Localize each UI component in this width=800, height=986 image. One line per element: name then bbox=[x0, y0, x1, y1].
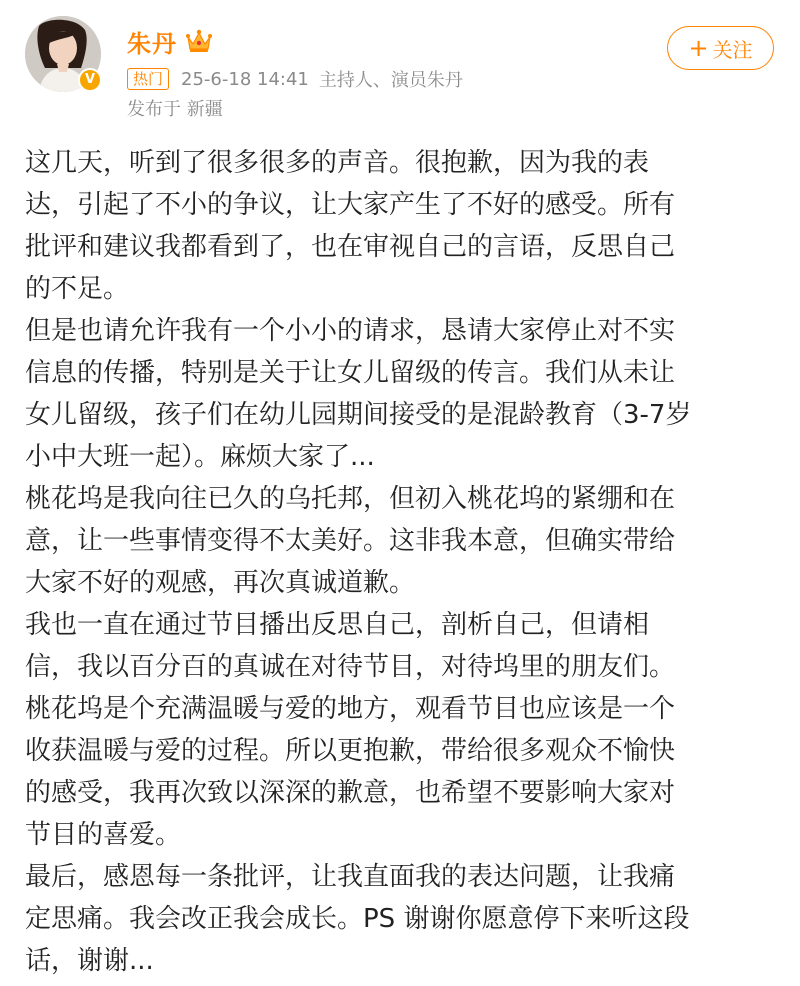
post-line: 女儿留级，孩子们在幼儿园期间接受的是混龄教育（3-7岁 bbox=[25, 400, 692, 430]
username-row bbox=[127, 24, 213, 58]
post-line: 的感受，我再次致以深深的歉意，也希望不要影响大家对 bbox=[25, 778, 676, 808]
post-line: 桃花坞是我向往已久的乌托邦，但初入桃花坞的紧绷和在 bbox=[25, 484, 676, 514]
post-line: 信，我以百分百的真诚在对待节目，对待坞里的朋友们。 bbox=[25, 652, 676, 682]
post-line: 大家不好的观感，再次真诚道歉。 bbox=[25, 568, 416, 598]
post-text bbox=[25, 142, 775, 982]
post-line: 意，让一些事情变得不太美好。这非我本意，但确实带给 bbox=[25, 526, 676, 556]
plus-icon: + bbox=[688, 34, 709, 62]
post-line: 话，谢谢... bbox=[25, 946, 154, 976]
post-line: 批评和建议我都看到了，也在审视自己的言语，反思自己 bbox=[25, 232, 676, 262]
post-line: 桃花坞是个充满温暖与爱的地方，观看节目也应该是一个 bbox=[25, 694, 676, 724]
post-line: 但是也请允许我有一个小小的请求，恳请大家停止对不实 bbox=[25, 316, 676, 346]
hot-badge: 热门 bbox=[127, 68, 169, 90]
follow-label: 关注 bbox=[712, 37, 753, 62]
post-meta bbox=[127, 66, 463, 92]
post-line: 节目的喜爱。 bbox=[25, 820, 182, 850]
post-header bbox=[0, 0, 800, 140]
post-time: 25-6-18 14:41 bbox=[181, 68, 309, 90]
username[interactable]: 朱丹 bbox=[127, 29, 177, 58]
post-line: 这几天，听到了很多很多的声音。很抱歉，因为我的表 bbox=[25, 148, 650, 178]
user-tagline: 主持人、演员朱丹 bbox=[318, 70, 463, 91]
post-line: 定思痛。我会改正我会成长。PS 谢谢你愿意停下来听这段 bbox=[25, 904, 690, 934]
follow-button[interactable] bbox=[667, 26, 774, 70]
post-line: 达，引起了不小的争议，让大家产生了不好的感受。所有 bbox=[25, 190, 676, 220]
post-line: 收获温暖与爱的过程。所以更抱歉，带给很多观众不愉快 bbox=[25, 736, 676, 766]
post-line: 我也一直在通过节目播出反思自己，剖析自己，但请相 bbox=[25, 610, 650, 640]
vip-crown-icon bbox=[185, 28, 213, 54]
post-line: 小中大班一起）。麻烦大家了... bbox=[25, 442, 375, 472]
post-location: 发布于 新疆 bbox=[127, 99, 223, 120]
verified-v-icon: V bbox=[78, 68, 102, 92]
post-line: 信息的传播，特别是关于让女儿留级的传言。我们从未让 bbox=[25, 358, 676, 388]
post-line: 的不足。 bbox=[25, 274, 130, 304]
post-line: 最后，感恩每一条批评，让我直面我的表达问题，让我痛 bbox=[25, 862, 676, 892]
